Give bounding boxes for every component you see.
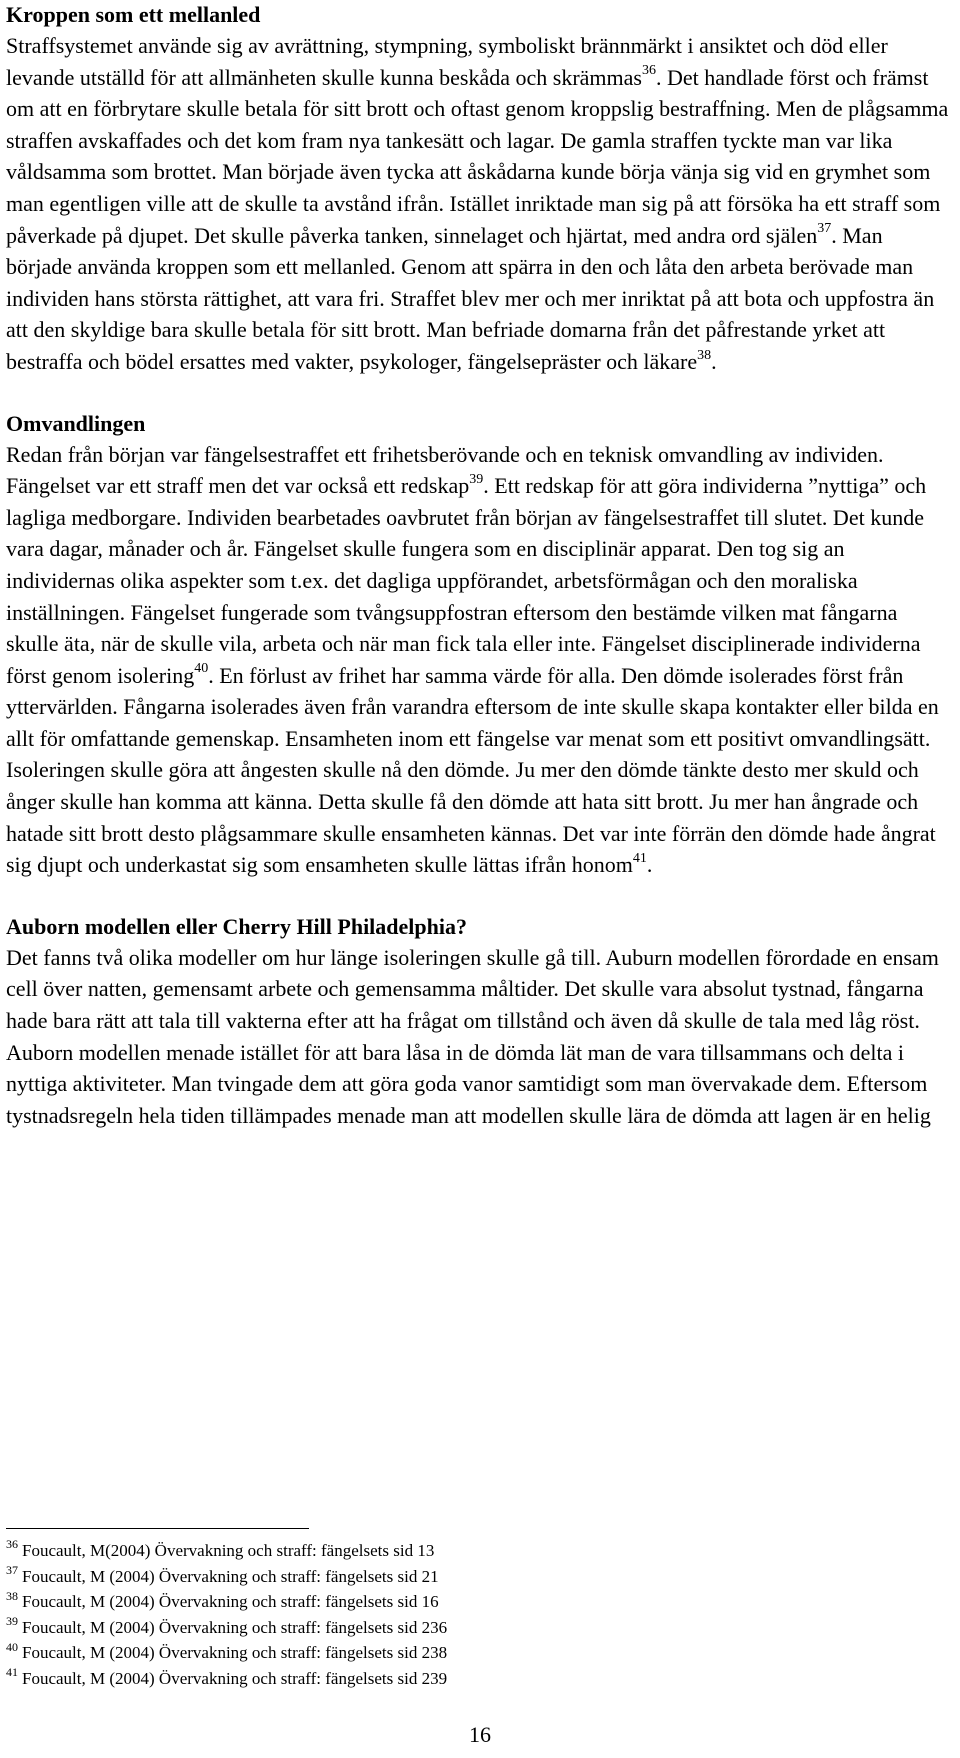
footnote-number: 39	[6, 1614, 18, 1629]
footnote-ref[interactable]: 39	[469, 471, 484, 487]
section-paragraph	[6, 942, 954, 1132]
footnotes	[6, 1538, 946, 1692]
section-paragraph	[6, 439, 954, 881]
footnote-item	[6, 1615, 946, 1641]
footnote-text: Foucault, M(2004) Övervakning och straff: fängelsets sid 13	[22, 1541, 435, 1560]
footnote-text: Foucault, M (2004) Övervakning och straff: fängelsets sid 21	[22, 1566, 439, 1586]
section-heading: Omvandlingen	[6, 410, 146, 436]
text-run: . Ett redskap för att göra individerna ”nyttiga” och lagliga medborgare. Individen bearbetades oavbrutet från början av fängelsestraffet till slutet. Det kunde vara dagar, månader och år. Fängelset skulle fungera som en disciplinär apparat. Den tog sig an individernas olika aspekter som t.ex. det dagliga uppförandet, arbetsförmågan och den moraliska inställningen. Fängelset fungerade som tvångsuppfostran eftersom den bestämde vilken mat fångarna skulle äta, när de skulle vila, arbeta och när man fick tala eller inte. Fängelset disciplinerade individerna först genom isolering	[6, 473, 927, 688]
text-run: Redan från början var fängelsestraffet ett frihetsberövande och en teknisk omvandling av individen. Fängelset var ett straff men det var också ett redskap	[6, 441, 884, 499]
section-heading: Kroppen som ett mellanled	[6, 2, 261, 27]
footnote-ref[interactable]: 38	[697, 347, 712, 363]
footnote-text: Foucault, M (2004) Övervakning och straff: fängelsets sid 239	[22, 1668, 448, 1688]
section-paragraph	[6, 30, 954, 378]
text-run: . En förlust av frihet har samma värde för alla. Den dömde isolerades först från yttervärlden. Fångarna isolerades även från varandra eftersom de inte skulle skapa kontakter eller bilda en allt för omfattande gemenskap. Ensamheten inom ett fängelse var menat som ett positivt omvandlingsätt. Isoleringen skulle göra att ångesten skulle nå den dömde. Ju mer den dömde tänkte desto mer skuld och ånger skulle han komma att känna. Detta skulle få den dömde att hata sitt brott. Ju mer han ångrade och hatade sitt brott desto plågsammare skulle ensamheten kännas. Det var inte förrän den dömde hade ångrat sig djupt och underkastat sig som ensamheten skulle lättas ifrån honom	[6, 662, 939, 878]
footnote-text: Foucault, M (2004) Övervakning och straff: fängelsets sid 16	[22, 1592, 439, 1612]
section-kroppen	[6, 0, 954, 378]
footnote-number: 37	[6, 1562, 18, 1577]
footnote-ref[interactable]: 36	[641, 63, 656, 79]
document-page	[6, 0, 954, 1131]
section-omvandlingen	[6, 409, 954, 881]
footnote-item	[6, 1538, 946, 1564]
footnote-item	[6, 1564, 946, 1590]
footnote-item	[6, 1640, 946, 1666]
footnote-text: Foucault, M (2004) Övervakning och straff: fängelsets sid 238	[22, 1643, 448, 1663]
footnote-number: 41	[6, 1665, 18, 1680]
text-run: .	[711, 348, 717, 374]
footnote-ref[interactable]: 37	[817, 221, 832, 237]
footnote-text: Foucault, M (2004) Övervakning och straff: fängelsets sid 236	[22, 1617, 448, 1637]
footnote-number: 36	[6, 1537, 18, 1552]
text-run: Straffsystemet använde sig av avrättning, stympning, symboliskt brännmärkt i ansiktet och död eller levande utställd för att allmänheten skulle kunna beskåda och skrämmas	[6, 33, 888, 90]
footnote-separator	[6, 1528, 309, 1529]
page-number: 16	[469, 1722, 491, 1747]
footnote-ref[interactable]: 41	[632, 850, 647, 866]
text-run: .	[646, 852, 653, 878]
footnote-number: 40	[6, 1639, 18, 1654]
text-run: . Man började använda kroppen som ett mellanled. Genom att spärra in den och låta den arbeta berövade man individen hans största rättighet, att vara fri. Straffet blev mer och mer inriktat på att bota och uppfostra än att den skyldige bara skulle betala för sitt brott. Man befriade domarna från det påfrestande yrket att bestraffa och bödel ersattes med vakter, psykologer, fängelsepräster och läkare	[6, 222, 935, 374]
footnote-item	[6, 1589, 946, 1615]
section-auborn	[6, 912, 954, 1132]
footnote-ref[interactable]: 40	[194, 661, 209, 677]
text-run: . Det handlade först och främst om att en förbrytare skulle betala för sitt brott och oftast genom kroppslig bestraffning. Men de plågsamma straffen avskaffades och det kom fram nya tankesätt och lagar. De gamla straffen tyckte man var lika våldsamma som brottet. Man började även tycka att åskådarna kunde börja vänja sig vid en grymhet som man egentligen ville att de skulle ta avstånd ifrån. Istället inriktade man sig på att försöka ha ett straff som påverkade på djupet. Det skulle påverka tanken, sinnelaget och hjärtat, med andra ord själen	[6, 64, 949, 248]
section-heading: Auborn modellen eller Cherry Hill Philadelphia?	[6, 913, 467, 939]
footnote-number: 38	[6, 1588, 18, 1603]
footnote-item	[6, 1666, 946, 1692]
text-run: Det fanns två olika modeller om hur länge isoleringen skulle gå till. Auburn modellen förordade en ensam cell över natten, gemensamt arbete och gemensamma måltider. Det skulle vara absolut tystnad, fångarna hade bara rätt att tala till vakterna efter att ha frågat om tillstånd och även då skulle de tala med låg röst. Auborn modellen menade istället för att bara låsa in de dömda lät man de vara tillsammans och delta i nyttiga aktiviteter. Man tvingade dem att göra goda vanor samtidigt som man övervakade dem. Eftersom tystnadsregeln hela tiden tillämpades menade man att modellen skulle lära de dömda att lagen är en helig	[6, 944, 939, 1128]
